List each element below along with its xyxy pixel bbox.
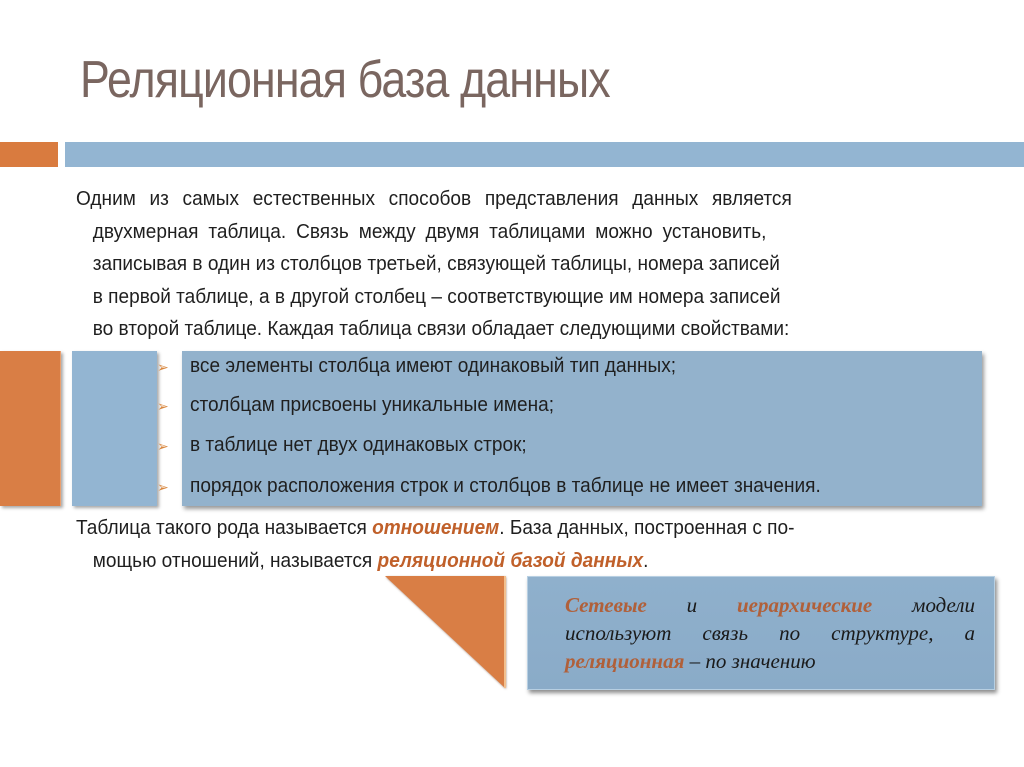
conclusion-line-2 [76, 545, 911, 578]
title-accent-blue-bar [65, 142, 1024, 167]
list-item-text: все элементы столбца имеют одинаковый тип данных; [190, 354, 677, 377]
term-hierarchical: иерархические [736, 593, 873, 617]
term-relation: отношением [372, 516, 500, 539]
decorative-blue-block [72, 351, 157, 506]
intro-line: записывая в один из столбцов третьей, связующей таблицы, номера записей [92, 252, 780, 275]
title-accent-orange-bar [0, 142, 58, 167]
decorative-orange-block [0, 351, 61, 506]
note-text-part: модели используют связь по структуре, а [565, 593, 976, 645]
conclusion-line-1 [76, 512, 911, 545]
note-text [565, 591, 975, 675]
conclusion-text: Таблица такого рода называется [76, 516, 373, 539]
list-item-text: в таблице нет двух одинаковых строк; [190, 433, 527, 456]
list-item-text: порядок расположения строк и столбцов в таблице не имеет значения. [190, 474, 821, 497]
intro-line: во второй таблице. Каждая таблица связи обладает следующими свойствами: [92, 317, 790, 340]
decorative-orange-triangle [385, 576, 505, 688]
intro-line: в первой таблице, а в другой столбец – соответствующие им номера записей [92, 284, 781, 308]
note-box [527, 576, 995, 690]
term-network: Сетевые [565, 593, 647, 617]
arrow-bullet-icon: ➢ [157, 438, 169, 454]
list-item-text: столбцам присвоены уникальные имена; [190, 393, 555, 416]
term-relational-database: реляционной базой данных [377, 548, 644, 572]
arrow-bullet-icon: ➢ [157, 479, 169, 495]
triangle-highlight-edge [504, 576, 506, 688]
intro-paragraph [76, 183, 911, 346]
conclusion-text: мощью отношений, называется [92, 548, 378, 572]
properties-list [157, 351, 982, 506]
intro-line: двухмерная таблица. Связь между двумя таблицами можно установить, [92, 219, 767, 243]
intro-line: Одним из самых естественных способов представления данных является [76, 187, 792, 210]
arrow-bullet-icon: ➢ [157, 398, 169, 414]
conclusion-text: . [643, 548, 649, 572]
note-text-part: и [646, 593, 737, 617]
slide-title: Реляционная база данных [80, 51, 610, 109]
arrow-bullet-icon: ➢ [157, 359, 169, 375]
conclusion-text: . База данных, построенная с по- [499, 516, 795, 539]
note-text-part: – по значению [684, 649, 816, 673]
term-relational: реляционная [565, 649, 685, 673]
conclusion-paragraph [76, 512, 911, 577]
